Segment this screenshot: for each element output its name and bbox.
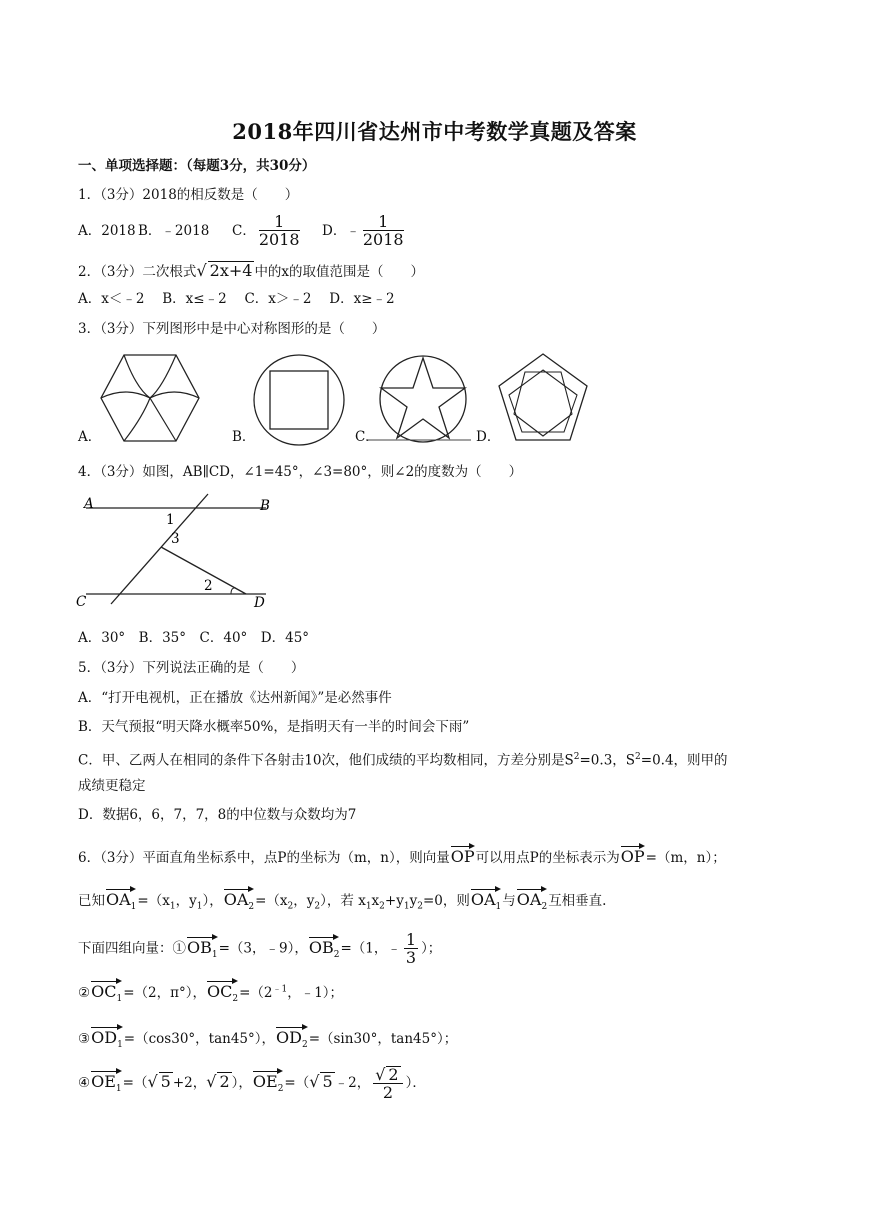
subscript: 1 <box>116 994 123 1005</box>
denominator: 2 <box>382 1083 393 1102</box>
text: +2， <box>172 1075 207 1091</box>
numerator: 1 <box>363 214 404 231</box>
text: =（cos30°，tan45°）， <box>123 1031 275 1047</box>
vector-name: OE <box>252 1072 278 1091</box>
vector-name: OB <box>187 937 212 957</box>
question-2-options: A．x＜﹣2 B．x≤﹣2 C．x＞﹣2 D．x≥﹣2 <box>78 291 395 307</box>
point-d-label: D <box>254 595 265 611</box>
vector-name: OA <box>516 890 542 909</box>
text: 6．（3分）平面直角坐标系中，点P的坐标为（m，n），则向量 <box>78 850 450 866</box>
text: =（m，n）； <box>645 850 726 866</box>
option-b-label: B． <box>232 429 256 445</box>
question-5-option-c <box>78 748 728 770</box>
text: =（x <box>255 893 288 909</box>
vector-op: OP <box>621 843 645 866</box>
vector-name: OA <box>470 890 496 909</box>
vector-name: OD <box>276 1028 302 1047</box>
text: y <box>409 893 418 909</box>
text: ）， <box>202 893 223 909</box>
subscript: 2 <box>232 994 239 1005</box>
subscript: 1 <box>130 902 137 913</box>
radicand: 5 <box>322 1072 333 1091</box>
text: =（x <box>137 893 170 909</box>
vector-ob2 <box>309 934 340 964</box>
question-5-option-a: A．“打开电视机，正在播放《达州新闻》”是必然事件 <box>78 690 392 706</box>
question-6-line-6 <box>78 1066 426 1101</box>
superscript: 2 <box>635 752 641 762</box>
question-2-stem <box>78 261 424 281</box>
radical-sign: √ <box>147 1072 158 1091</box>
text: ，﹣1）； <box>287 985 344 1001</box>
stem-prefix: 2．（3分）二次根式 <box>78 264 197 280</box>
question-6-line-3 <box>78 932 441 966</box>
radical-sign: √ <box>309 1072 320 1091</box>
option-c-text: C．甲、乙两人在相同的条件下各射击10次，他们成绩的平均数相同，方差分别是S <box>78 752 574 769</box>
radicand: 2 <box>219 1072 230 1091</box>
text: =（2，π°）， <box>123 985 206 1001</box>
radicand: 2x+4 <box>209 261 253 280</box>
denominator: 2018 <box>362 230 404 249</box>
vector-oa2 <box>517 886 547 916</box>
subscript: 1 <box>169 901 176 912</box>
text: ，y <box>293 893 315 909</box>
radical-sign: √ <box>375 1065 386 1084</box>
subscript: 1 <box>115 1084 122 1095</box>
vector-name: OB <box>308 937 334 957</box>
text: =（sin30°，tan45°）； <box>308 1031 458 1047</box>
question-1-option-c <box>232 214 303 248</box>
vector-op: OP <box>451 843 475 866</box>
text: =（ <box>284 1075 310 1091</box>
text: ② <box>78 985 91 1001</box>
pentagon-figure <box>497 352 589 442</box>
subscript: 1 <box>495 902 502 913</box>
question-1-option-a: A．2018 <box>78 223 136 239</box>
question-5-option-c-cont: 成绩更稳定 <box>78 778 146 794</box>
vector-oa1 <box>106 886 136 916</box>
subscript: 1 <box>403 901 410 912</box>
text: +y <box>384 893 404 909</box>
vector-ob1 <box>187 934 218 964</box>
text: =（ <box>122 1075 148 1091</box>
option-c-label: C． <box>232 223 256 239</box>
point-b-label: B <box>260 498 270 514</box>
text: 互相垂直. <box>548 893 607 909</box>
numerator <box>373 1066 402 1084</box>
radical-sign: √ <box>196 261 207 280</box>
circle-star-figure <box>378 354 468 444</box>
vector-name: OE <box>91 1072 116 1091</box>
text: =（2 <box>239 985 273 1001</box>
option-c-label: C． <box>355 429 379 445</box>
angle-2-label: 2 <box>204 578 213 594</box>
question-4-options: A．30° B．35° C．40° D．45° <box>78 630 310 646</box>
text: =（1，﹣ <box>340 940 401 957</box>
vector-oa2 <box>224 886 254 916</box>
option-a-label: A． <box>78 429 102 445</box>
text: ）， <box>231 1075 252 1091</box>
superscript: ﹣1 <box>272 984 288 995</box>
point-a-label: A <box>84 496 94 512</box>
text: ）； <box>421 940 442 957</box>
vector-name: OA <box>106 890 131 909</box>
question-6-line-4 <box>78 978 343 1008</box>
radicand: 5 <box>160 1072 171 1091</box>
option-d-label: D． <box>476 429 501 445</box>
vector-od2 <box>276 1024 308 1054</box>
question-5-option-b: B．天气预报“明天降水概率50%，是指明天有一半的时间会下雨” <box>78 719 470 735</box>
subscript: 1 <box>365 901 372 912</box>
subscript: 2 <box>287 901 294 912</box>
point-c-label: C <box>76 594 87 610</box>
subscript: 1 <box>196 901 203 912</box>
vector-od1 <box>91 1024 123 1054</box>
vector-oc1 <box>91 978 122 1008</box>
fraction <box>404 932 418 966</box>
subscript: 2 <box>417 901 423 912</box>
page-title: 2018年四川省达州市中考数学真题及答案 <box>232 119 637 144</box>
subscript: 2 <box>248 902 255 913</box>
text: ）． <box>405 1075 426 1091</box>
denominator: 3 <box>405 948 417 967</box>
text: 可以用点P的坐标表示为 <box>475 850 620 866</box>
subscript: 2 <box>379 901 385 912</box>
question-4-stem: 4．（3分）如图，AB∥CD，∠1=45°，∠3=80°，则∠2的度数为（ ） <box>78 464 523 480</box>
subscript: 2 <box>277 1084 284 1095</box>
radical-sign: √ <box>206 1072 217 1091</box>
text: =0，则 <box>422 893 470 909</box>
vector-name: OC <box>91 982 117 1001</box>
numerator: 1 <box>405 930 417 949</box>
circle-square-figure <box>252 353 346 447</box>
text: ③ <box>78 1031 91 1047</box>
subscript: 1 <box>117 1040 123 1051</box>
angle-3-label: 3 <box>171 531 180 547</box>
denominator: 2018 <box>258 230 300 249</box>
subscript: 2 <box>541 902 548 913</box>
divider-line <box>366 439 471 441</box>
subscript: 2 <box>333 949 340 960</box>
text: 已知 <box>78 893 105 909</box>
stem-suffix: 中的x的取值范围是（ ） <box>254 264 425 280</box>
subscript: 1 <box>211 949 218 960</box>
text: 与 <box>502 893 516 909</box>
vector-oe1 <box>91 1068 122 1098</box>
question-1-option-b: B．﹣2018 <box>138 223 210 239</box>
question-5-option-d: D．数据6，6，7，7，8的中位数与众数均为7 <box>78 807 357 823</box>
question-6-line-5 <box>78 1024 457 1054</box>
superscript: 2 <box>573 752 580 762</box>
fraction <box>363 214 404 248</box>
parallel-lines-diagram <box>76 494 276 614</box>
question-5-stem: 5．（3分）下列说法正确的是（ ） <box>78 660 305 676</box>
text: ，y <box>175 893 197 909</box>
radicand: 2 <box>388 1065 399 1084</box>
hexagon-petal-figure <box>98 352 202 444</box>
subscript: 2 <box>314 901 321 912</box>
text: ），若 x <box>320 893 366 909</box>
question-3-stem: 3．（3分）下列图形中是中心对称图形的是（ ） <box>78 321 386 337</box>
question-6-line-1 <box>78 843 726 867</box>
vector-name: OA <box>223 890 249 909</box>
text: ④ <box>78 1075 91 1091</box>
text: ﹣2， <box>334 1075 371 1091</box>
angle-1-label: 1 <box>166 512 175 528</box>
text: =（3，﹣9）， <box>218 940 308 957</box>
question-6-line-2 <box>78 886 606 916</box>
vector-name: OD <box>91 1028 118 1047</box>
text: 下面四组向量：① <box>78 940 186 957</box>
vector-oc2 <box>207 978 238 1008</box>
fraction <box>259 214 300 248</box>
vector-name: OC <box>206 982 233 1001</box>
subscript: 2 <box>301 1040 308 1051</box>
vector-oe2 <box>253 1068 284 1098</box>
option-c-text: =0.3，S <box>579 752 636 769</box>
option-d-label: D． <box>322 223 347 239</box>
text: x <box>371 893 380 909</box>
question-1-option-d <box>322 214 407 248</box>
question-1-stem: 1．（3分）2018的相反数是（ ） <box>78 187 299 203</box>
vector-oa1 <box>471 886 501 916</box>
fraction <box>373 1066 402 1101</box>
minus-sign: ﹣ <box>346 223 360 239</box>
numerator: 1 <box>259 214 300 231</box>
option-c-text: =0.4，则甲的 <box>640 752 728 769</box>
section-heading: 一、单项选择题：（每题3分，共30分） <box>78 158 316 174</box>
